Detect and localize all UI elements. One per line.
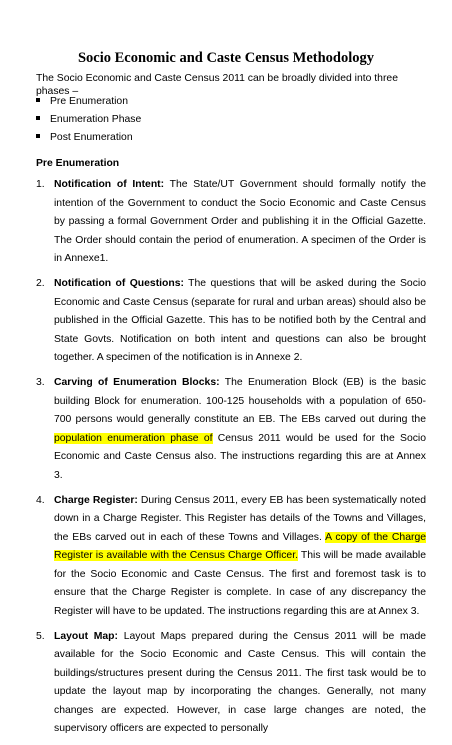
list-item-charge-register bbox=[36, 492, 426, 622]
item-number: 4. bbox=[36, 494, 45, 506]
list-item-layout-map bbox=[36, 628, 426, 739]
item-heading: Carving of Enumeration Blocks: bbox=[54, 377, 220, 388]
item-text: The Enumeration Block (EB) is the basic building Block for enumeration. 100-125 households with a population of 650-700 persons would generally constitute an EB. The EBs carved out during the bbox=[54, 377, 426, 425]
highlighted-text: population enumeration phase of bbox=[54, 432, 213, 444]
page-title: Socio Economic and Caste Census Methodology bbox=[77, 50, 375, 66]
item-number: 5. bbox=[36, 630, 45, 642]
item-text: Census 2011 would be used for the Socio Economic and Caste Census also. The instructions regarding this are at Annex 3. bbox=[54, 432, 427, 481]
list-item: Post Enumeration bbox=[36, 132, 133, 143]
numbered-list bbox=[36, 176, 426, 745]
intro-paragraph: The Socio Economic and Caste Census 2011 can be broadly divided into three phases – bbox=[36, 73, 398, 97]
section-heading: Pre Enumeration bbox=[36, 158, 120, 169]
item-number: 1. bbox=[36, 179, 45, 190]
item-heading: Notification of Intent: bbox=[54, 179, 165, 190]
list-item-notification-of-intent bbox=[36, 176, 426, 269]
highlighted-text: A copy of the Charge Register is available with the Census Charge Officer. bbox=[54, 531, 426, 561]
item-text: The questions that will be asked during the Socio Economic and Caste Census (separate for rural and urban areas) should also be published in the Official Gazette. This has to be notified both by the Central and State Govts. Notification on both intent and questions can also be brought together. A specimen of the notification is in Annexe 2. bbox=[54, 278, 426, 363]
item-text: This will be made available for the Socio Economic and Caste Census. The first and foremost task is to ensure that the Charge Register is complete. In case of any discrepancy the Register will have to be updated. The instructions regarding this are at Annex 3. bbox=[54, 550, 426, 617]
item-text: Layout Maps prepared during the Census 2011 will be made available for the Socio Economic and Caste Census. This will contain the buildings/structures present during the Census 2011. The first task would be to update the layout map by incorporating the changes. Generally, not many changes are expected. However, in case large changes are noted, the supervisory officers are expected to personally bbox=[54, 630, 427, 734]
item-heading: Layout Map: bbox=[54, 630, 118, 642]
list-item: Pre Enumeration bbox=[36, 96, 128, 107]
item-heading: Notification of Questions: bbox=[54, 278, 184, 289]
item-text: The State/UT Government should formally notify the intention of the Government to conduct the Socio Economic and Caste Census by passing a formal Government Order and publishing it in the Official Gazette. The Order should contain the period of enumeration. A specimen of the Order is in Annexe1. bbox=[54, 179, 427, 264]
item-number: 3. bbox=[36, 377, 45, 388]
list-item-carving-of-blocks bbox=[36, 374, 426, 485]
item-text: During Census 2011, every EB has been systematically noted down in a Charge Register. This Register has details of the Towns and Villages, the EBs carved out in each of these Towns and Villages. bbox=[54, 494, 426, 543]
item-heading: Charge Register: bbox=[54, 494, 138, 506]
bullet-square-icon bbox=[36, 116, 40, 120]
item-number: 2. bbox=[36, 278, 45, 289]
list-item-notification-of-questions bbox=[36, 275, 426, 368]
list-item: Enumeration Phase bbox=[36, 114, 141, 125]
bullet-square-icon bbox=[36, 98, 40, 102]
bullet-square-icon bbox=[36, 134, 40, 138]
